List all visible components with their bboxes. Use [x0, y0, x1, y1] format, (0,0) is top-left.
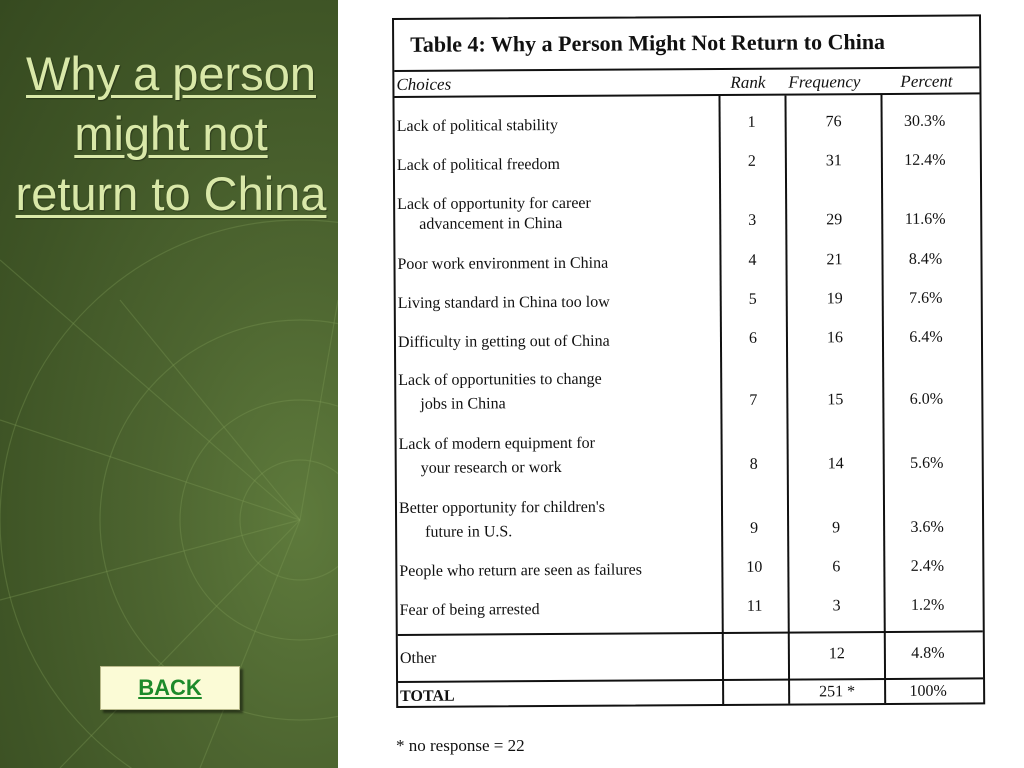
row-choice: Lack of opportunity for career: [397, 194, 591, 213]
row-choice: Lack of opportunities to change: [398, 370, 602, 389]
row-choice: Lack of political stability: [396, 116, 559, 135]
row-frequency: 12: [828, 645, 845, 663]
table-row: [397, 430, 982, 477]
row-choice: Lack of political freedom: [396, 155, 560, 174]
header-rank: Rank: [730, 72, 766, 92]
row-choice-continued: jobs in China: [420, 395, 506, 413]
row-rank: 4: [748, 251, 757, 269]
table-row: [395, 250, 980, 273]
row-choice: Living standard in China too low: [397, 293, 610, 312]
table-row-other: [398, 644, 983, 667]
row-rank: 10: [746, 558, 763, 576]
row-choice: Difficulty in getting out of China: [397, 332, 610, 351]
row-percent: 6.4%: [909, 328, 943, 346]
row-rank: 9: [750, 519, 759, 537]
row-percent: 8.4%: [908, 250, 943, 268]
row-rank: 8: [749, 455, 758, 473]
row-choice-continued: advancement in China: [419, 214, 563, 233]
table-row: [396, 328, 981, 351]
row-choice: Poor work environment in China: [397, 254, 609, 273]
row-rank: 3: [748, 211, 757, 229]
table-row: [398, 596, 983, 619]
row-frequency: 15: [827, 391, 844, 409]
row-percent: 11.6%: [904, 210, 946, 228]
row-rank: 1: [747, 113, 756, 131]
table-row: [397, 494, 982, 541]
row-percent: 2.4%: [910, 557, 945, 575]
table-row: [395, 151, 980, 174]
row-rank: 11: [746, 597, 763, 615]
row-choice-continued: your research or work: [420, 458, 562, 477]
row-frequency: 16: [826, 329, 844, 347]
row-percent: 5.6%: [910, 454, 944, 472]
table-row: [397, 557, 982, 580]
table-header: [394, 68, 979, 98]
header-percent: Percent: [900, 71, 953, 91]
slide-title-link[interactable]: Why a person might not return to China: [15, 47, 327, 220]
frequency-table: [392, 14, 985, 708]
header-frequency: Frequency: [788, 72, 861, 92]
table-row-total: [398, 682, 983, 705]
row-percent: 3.6%: [910, 518, 944, 536]
table-title: Table 4: Why a Person Might Not Return to China: [394, 16, 979, 72]
row-rank: 5: [748, 290, 757, 308]
row-choice: Fear of being arrested: [399, 601, 540, 619]
row-choice: TOTAL: [400, 687, 455, 705]
row-frequency: 76: [825, 113, 842, 131]
row-rank: 7: [749, 391, 758, 409]
row-choice-continued: future in U.S.: [425, 523, 513, 541]
table-footnote: * no response = 22: [396, 736, 525, 755]
row-choice: Lack of modern equipment for: [398, 434, 596, 453]
row-percent: 7.6%: [908, 289, 943, 307]
row-frequency: 29: [826, 211, 843, 229]
row-percent: 100%: [909, 682, 947, 700]
header-choices: Choices: [396, 74, 452, 94]
row-frequency: 19: [826, 290, 843, 308]
row-frequency: 31: [825, 152, 842, 170]
table-row: [395, 112, 980, 135]
back-button[interactable]: [100, 666, 240, 710]
row-percent: 30.3%: [903, 112, 946, 130]
table-row: [396, 289, 981, 312]
divider-other: [398, 630, 983, 636]
row-frequency: 14: [827, 455, 844, 473]
table-row: [395, 190, 980, 233]
row-frequency: 6: [832, 558, 841, 576]
back-button-label: BACK: [138, 675, 202, 700]
row-rank: 6: [748, 329, 758, 347]
row-choice: Better opportunity for children's: [398, 498, 605, 517]
row-frequency: 251 *: [819, 683, 856, 701]
table-row: [396, 366, 981, 413]
row-rank: 2: [747, 152, 756, 170]
row-choice: Other: [399, 649, 437, 667]
row-percent: 12.4%: [904, 151, 946, 169]
row-percent: 6.0%: [909, 390, 944, 408]
row-frequency: 21: [826, 251, 843, 269]
row-frequency: 9: [832, 519, 841, 537]
row-frequency: 3: [832, 597, 841, 615]
left-panel: [0, 0, 338, 768]
row-percent: 4.8%: [911, 644, 945, 662]
row-choice: People who return are seen as failures: [399, 561, 643, 580]
row-percent: 1.2%: [910, 596, 945, 614]
